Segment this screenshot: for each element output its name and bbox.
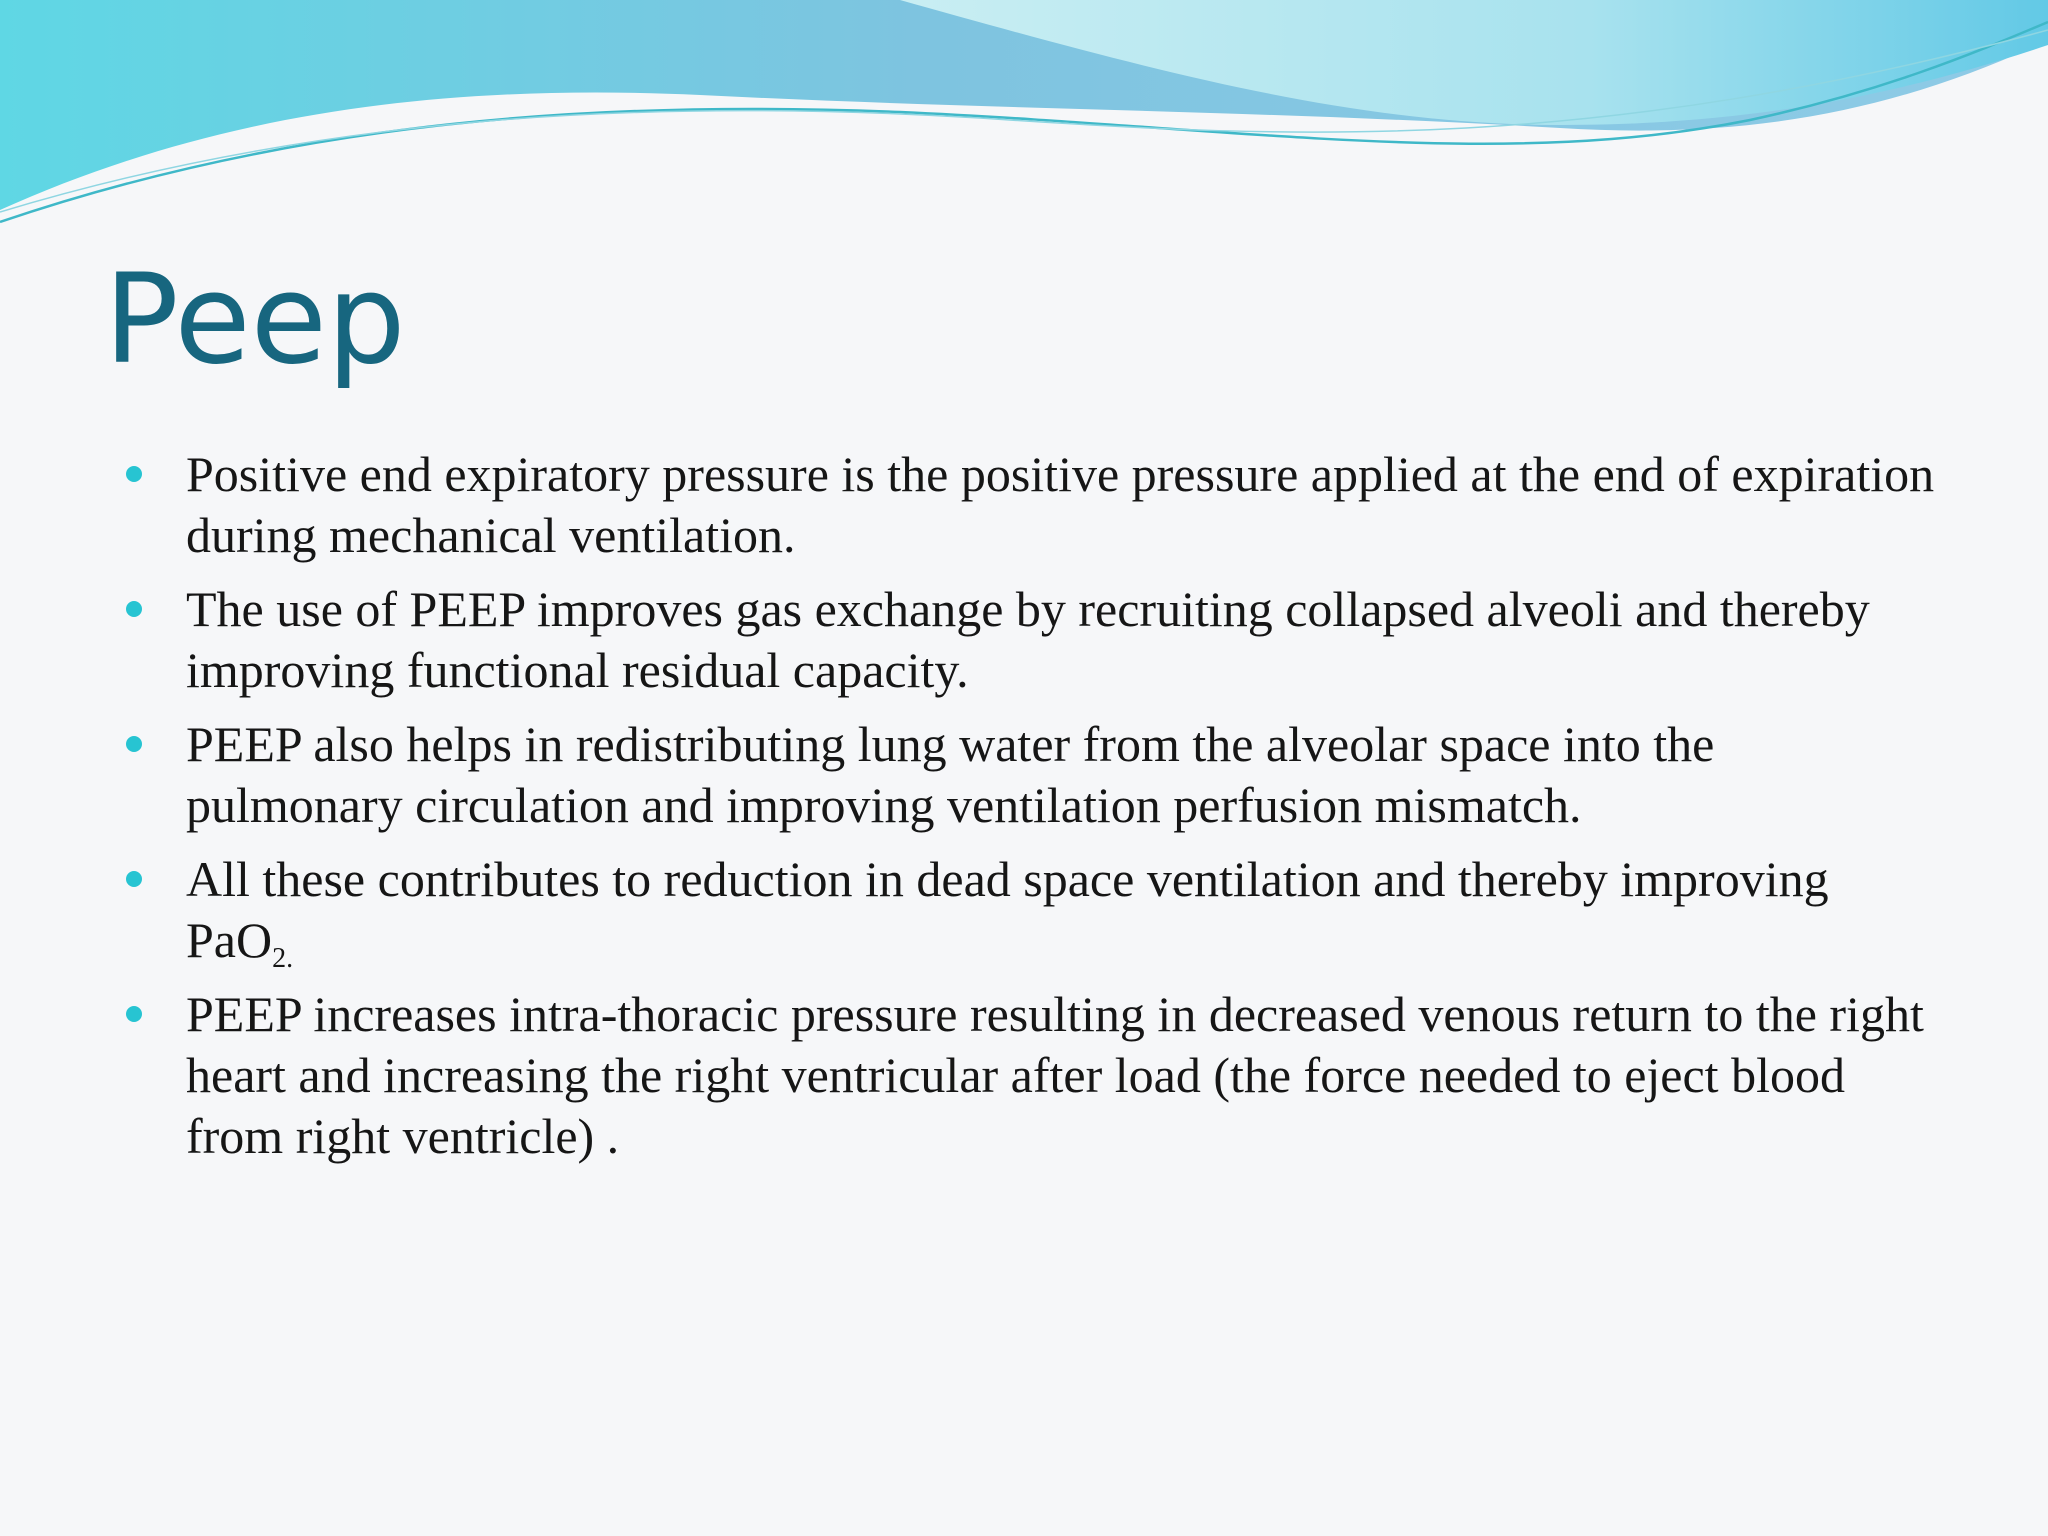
bullet-text: PEEP increases intra-thoracic pressure resulting in decreased venous return to the right heart and increasing the right ventricular after load (the force needed to eject blood from right ventricle) . — [186, 986, 1924, 1164]
bullet-text: PEEP also helps in redistributing lung water from the alveolar space into the pulmonary circulation and improving ventilation perfusion mismatch. — [186, 716, 1715, 833]
bullet-text: All these contributes to reduction in dead space ventilation and thereby improving PaO — [186, 851, 1829, 968]
bullet-text: The use of PEEP improves gas exchange by recruiting collapsed alveoli and thereby improving functional residual capacity. — [186, 581, 1870, 698]
bullet-dot-icon — [126, 1006, 142, 1022]
bullet-dot-icon — [126, 601, 142, 617]
bullet-list — [126, 444, 1936, 1180]
bullet-dot-icon — [126, 871, 142, 887]
subscript-text: 2. — [272, 943, 294, 974]
bullet-text: Positive end expiratory pressure is the positive pressure applied at the end of expiration during mechanical ventilation. — [186, 446, 1935, 563]
slide-title: Peep — [104, 248, 406, 392]
bullet-dot-icon — [126, 466, 142, 482]
bullet-item — [126, 714, 1936, 836]
bullet-item — [126, 579, 1936, 701]
bullet-item — [126, 444, 1936, 566]
bullet-dot-icon — [126, 736, 142, 752]
bullet-item — [126, 984, 1936, 1167]
bullet-item — [126, 849, 1936, 974]
header-wave-decoration — [0, 0, 2048, 240]
